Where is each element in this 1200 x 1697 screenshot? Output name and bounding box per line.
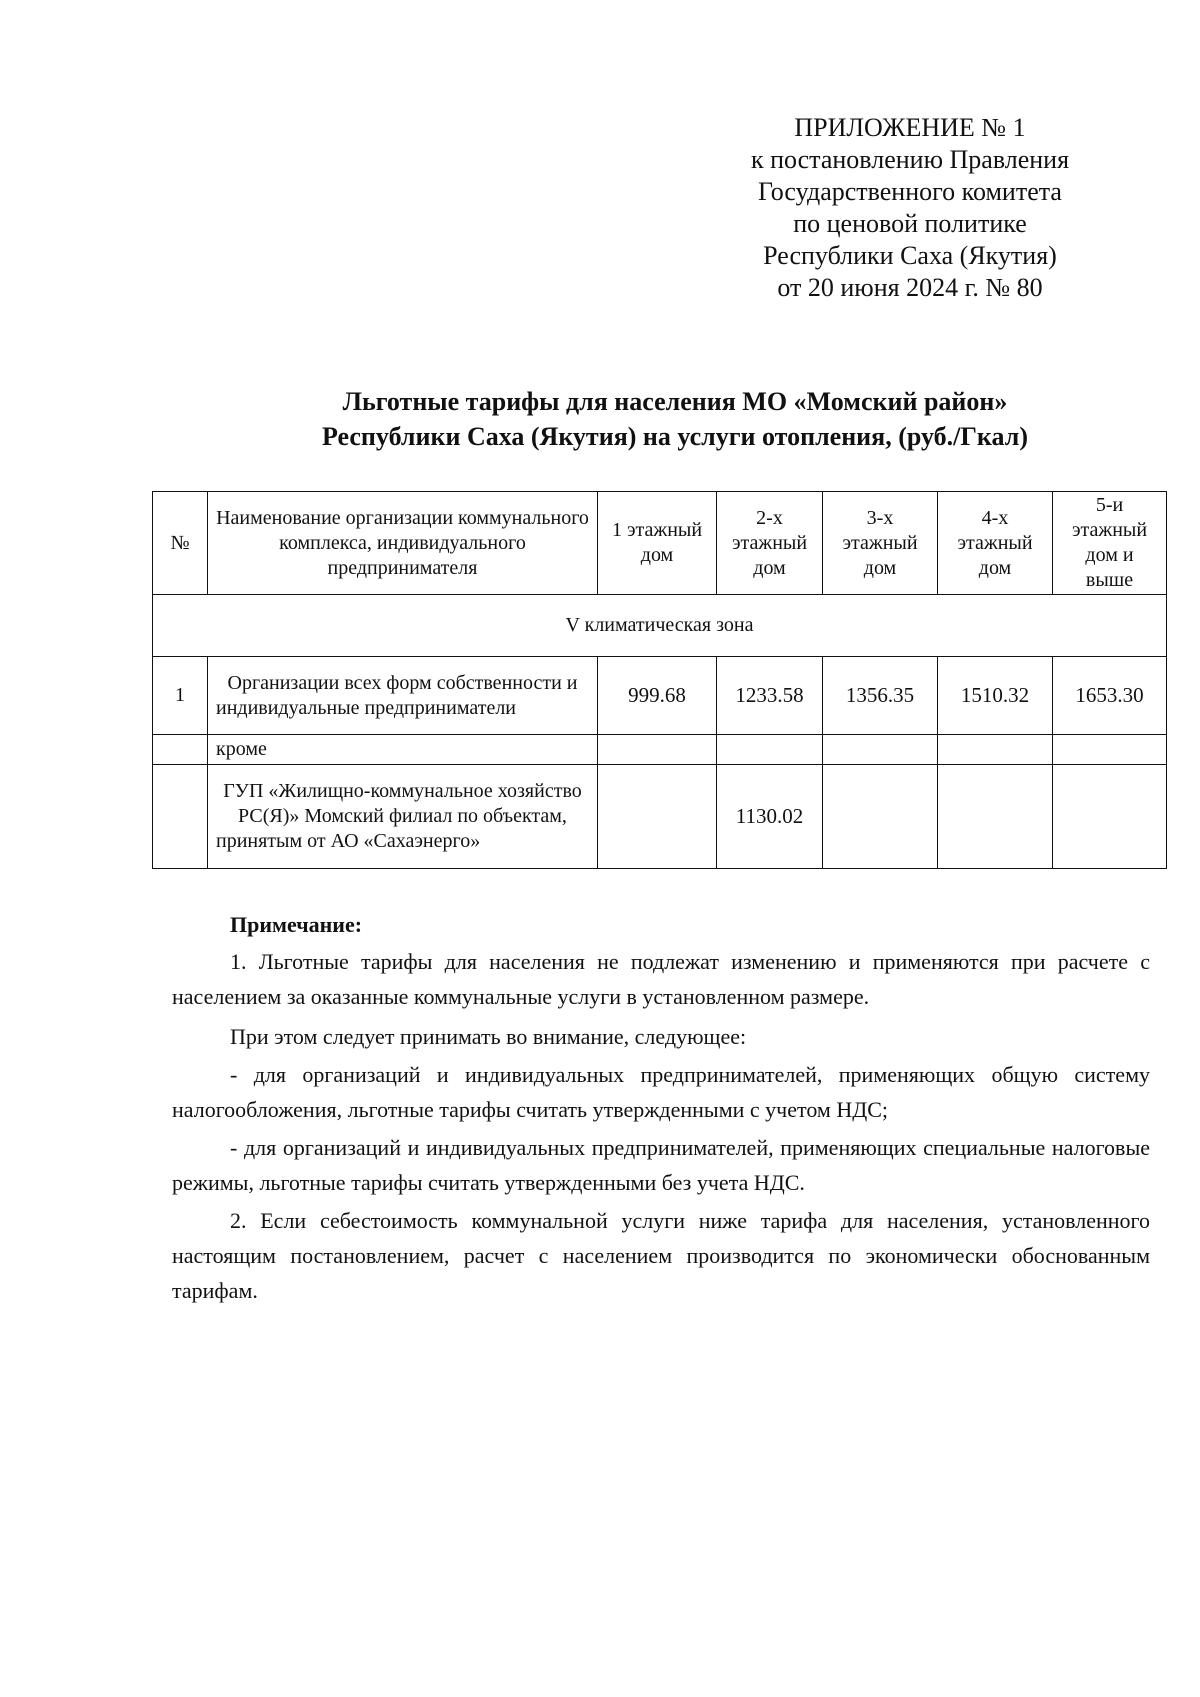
tariff-floor-2 — [717, 735, 823, 765]
climate-zone-row — [153, 595, 1167, 657]
climate-zone-label: V климатическая зона — [153, 595, 1167, 657]
row-num: 1 — [153, 657, 208, 735]
tariff-floor-5 — [1053, 735, 1167, 765]
appendix-header — [700, 112, 1120, 304]
appendix-line: Государственного комитета — [758, 177, 1062, 206]
table-header-row — [153, 492, 1167, 595]
tariff-floor-1 — [598, 765, 717, 869]
row-num — [153, 735, 208, 765]
tariff-floor-3: 1356.35 — [823, 657, 938, 735]
note-title: Примечание: — [230, 912, 363, 937]
tariff-floor-3 — [823, 735, 938, 765]
tariff-floor-1 — [598, 735, 717, 765]
tariff-floor-5 — [1053, 765, 1167, 869]
tariff-floor-4: 1510.32 — [938, 657, 1053, 735]
row-name: Организации всех форм собственности и индивидуальные предприниматели — [208, 657, 598, 735]
tariff-floor-4 — [938, 735, 1053, 765]
header-floor-3: 3-х этажный дом — [823, 492, 938, 595]
table-row — [153, 735, 1167, 765]
header-name: Наименование организации коммунального комплекса, индивидуального предпринимателя — [208, 492, 598, 595]
appendix-line: к постановлению Правления — [750, 145, 1070, 174]
tariffs-table — [152, 491, 1167, 869]
note-paragraph: При этом следует принимать во внимание, следующее: — [230, 1024, 747, 1049]
row-name: ГУП «Жилищно-коммунальное хозяйство РС(Я)» Момский филиал по объектам, принятым от АО «Сахаэнерго» — [208, 765, 598, 869]
note-paragraph: 2. Если себестоимость коммунальной услуги ниже тарифа для населения, установленного настоящим постановлением, расчет с населением производится по экономически обоснованным тарифам. — [172, 1208, 1150, 1303]
row-num — [153, 765, 208, 869]
appendix-line: ПРИЛОЖЕНИЕ № 1 — [794, 113, 1026, 142]
tariff-floor-1: 999.68 — [598, 657, 717, 735]
document-title — [150, 384, 1200, 454]
header-floor-2: 2-х этажный дом — [717, 492, 823, 595]
title-line-1: Льготные тарифы для населения МО «Момский район» — [342, 387, 1008, 416]
tariff-floor-2: 1130.02 — [717, 765, 823, 869]
title-line-2: Республики Саха (Якутия) на услуги отопления, (руб./Гкал) — [322, 422, 1028, 451]
note-paragraph: 1. Льготные тарифы для населения не подлежат изменению и применяются при расчете с населением за оказанные коммунальные услуги в установленном размере. — [172, 949, 1150, 1009]
tariff-floor-3 — [823, 765, 938, 869]
header-floor-4: 4-х этажный дом — [938, 492, 1053, 595]
note-paragraph: - для организаций и индивидуальных предпринимателей, применяющих общую систему налогообложения, льготные тарифы считать утвержденными с учетом НДС; — [172, 1062, 1150, 1122]
appendix-line: Республики Саха (Якутия) — [763, 241, 1057, 270]
tariff-floor-5: 1653.30 — [1053, 657, 1167, 735]
row-name: кроме — [208, 735, 598, 765]
table-row — [153, 657, 1167, 735]
tariff-floor-4 — [938, 765, 1053, 869]
table-row — [153, 765, 1167, 869]
appendix-line: по ценовой политике — [793, 209, 1027, 238]
tariff-floor-2: 1233.58 — [717, 657, 823, 735]
header-floor-5: 5-и этажный дом и выше — [1053, 492, 1167, 595]
note-paragraph: - для организаций и индивидуальных предпринимателей, применяющих специальные налоговые режимы, льготные тарифы считать утвержденными без учета НДС. — [172, 1135, 1150, 1195]
header-floor-1: 1 этажный дом — [598, 492, 717, 595]
header-num: № — [153, 492, 208, 595]
appendix-line: от 20 июня 2024 г. № 80 — [777, 273, 1043, 302]
